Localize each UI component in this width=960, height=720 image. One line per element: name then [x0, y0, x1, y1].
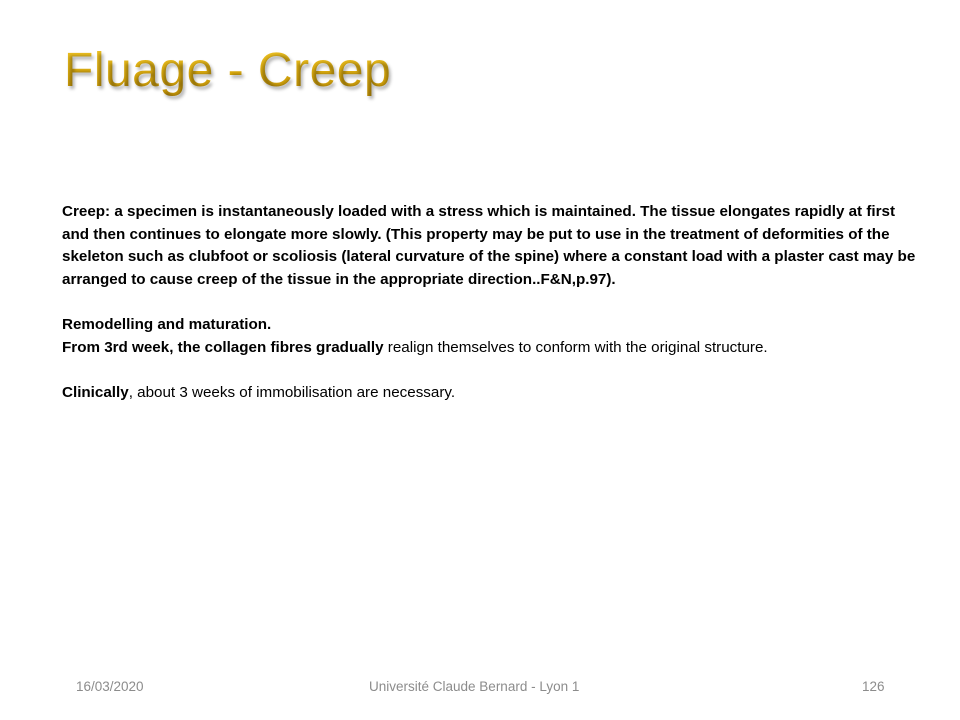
remodelling-lead-text: From 3rd week, the collagen fibres gradually: [62, 338, 384, 356]
remodelling-heading: Remodelling and maturation.: [62, 315, 272, 333]
footer-date: 16/03/2020: [76, 679, 144, 694]
creep-definition-paragraph: Creep: a specimen is instantaneously loaded with a stress which is maintained. The tissue elongates rapidly at first and then continues to elongate more slowly. (This property may be put to use in the treatment of deformities of the skeleton such as clubfoot or scoliosis (lateral curvature of the spine) where a constant load with a plaster cast may be arranged to cause creep of the tissue in the appropriate direction..F&N,p.97).: [62, 203, 916, 288]
clinical-rest-text: , about 3 weeks of immobilisation are necessary.: [128, 383, 456, 401]
footer-institution: Université Claude Bernard - Lyon 1: [369, 679, 580, 694]
clinical-lead-text: Clinically: [62, 383, 129, 401]
clinical-paragraph: [62, 382, 922, 405]
remodelling-rest-text: realign themselves to conform with the original structure.: [383, 338, 768, 356]
slide-body: [62, 201, 922, 404]
slide-title: Fluage - Creep: [64, 42, 391, 100]
remodelling-paragraph: [62, 314, 922, 359]
footer-page-number: 126: [862, 679, 885, 694]
